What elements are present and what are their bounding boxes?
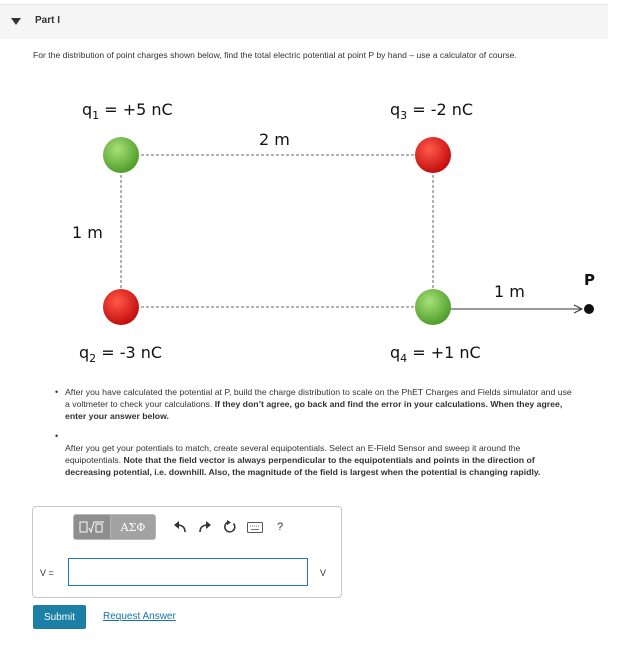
top-distance-label: 2 m	[259, 130, 290, 149]
right-distance-label: 1 m	[494, 282, 525, 301]
request-answer-link[interactable]: Request Answer	[103, 611, 176, 622]
greek-symbols-button[interactable]: ΑΣΦ	[111, 515, 155, 539]
q4-label: $q_4 = +1$ nC	[390, 343, 481, 365]
math-toolbar	[73, 514, 292, 540]
submit-button[interactable]: Submit	[33, 605, 86, 629]
point-p	[584, 304, 594, 314]
redo-icon	[198, 521, 212, 533]
help-button[interactable]: ?	[276, 521, 284, 533]
answer-input[interactable]	[68, 558, 308, 586]
templates-icon	[79, 520, 105, 534]
q1-label: $q_1 = +5$ nC	[82, 100, 173, 122]
keyboard-button[interactable]	[243, 515, 267, 539]
q3-label: $q_3 = -2$ nC	[390, 100, 474, 122]
part-header[interactable]	[0, 4, 608, 39]
templates-button[interactable]	[74, 515, 111, 539]
undo-button[interactable]	[168, 515, 192, 539]
left-distance-label: 1 m	[72, 223, 103, 242]
charge-diagram	[0, 90, 618, 380]
unit-label: V	[320, 568, 327, 578]
problem-intro: For the distribution of point charges shown below, find the total electric potential at point P by hand – use a calculator of course.	[33, 50, 517, 60]
reset-icon	[223, 520, 237, 534]
answer-box	[32, 506, 342, 598]
collapse-caret-icon[interactable]	[11, 18, 21, 25]
q2-label: $q_2 = -3$ nC	[79, 343, 163, 365]
instructions	[55, 386, 575, 478]
undo-icon	[173, 521, 187, 533]
charge-q4	[415, 289, 451, 325]
charge-q3	[415, 137, 451, 173]
redo-button[interactable]	[193, 515, 217, 539]
v-label: V =	[40, 568, 54, 578]
instruction-1: • After you have calculated the potential at P, build the charge distribution to scale on the PhET Charges and Fields simulator and use a voltmeter to check your calculations. If they don’t agree, go back and find the error in your calculations. When they agree, enter your answer below.	[55, 386, 575, 422]
reset-button[interactable]	[218, 515, 242, 539]
charge-q2	[103, 289, 139, 325]
point-p-label: P	[584, 271, 595, 289]
template-group	[73, 514, 156, 540]
charge-q1	[103, 137, 139, 173]
keyboard-icon	[247, 522, 263, 533]
part-title: Part I	[35, 15, 61, 26]
instruction-2: • After you get your potentials to match, create several equipotentials. Select an E-Field Sensor and sweep it around the equipotentials. Note that the field vector is always perpendicular to the equipotentials and points in the direction of decreasing potential, i.e. downhill. Also, the magnitude of the field is largest when the potential is changing rapidly.	[55, 430, 575, 478]
